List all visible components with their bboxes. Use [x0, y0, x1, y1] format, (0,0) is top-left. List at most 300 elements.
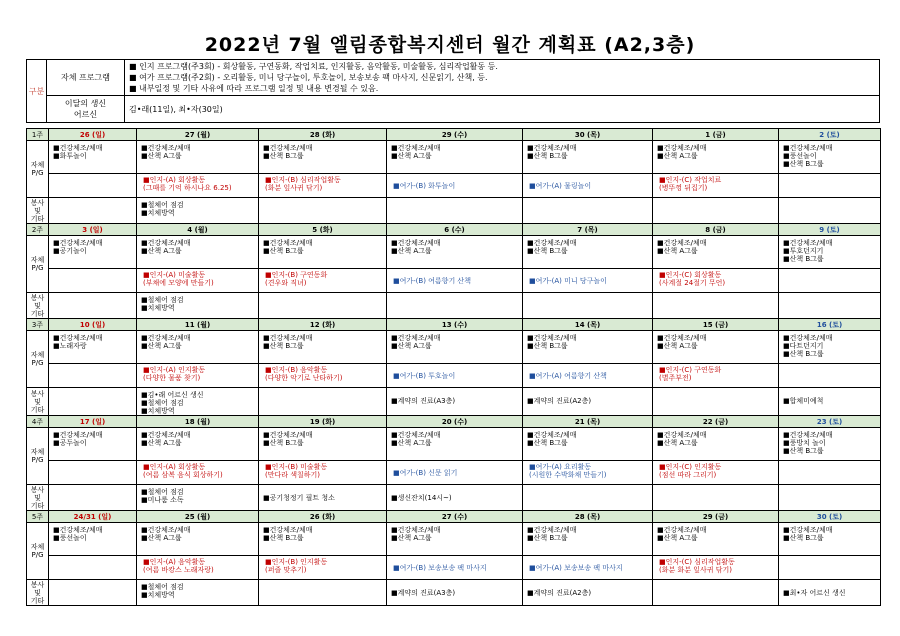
activity-cell: [137, 174, 259, 198]
other-row-label: 봉사 및 기타: [27, 198, 49, 224]
program-cell: [653, 141, 779, 174]
program-row-label: 자체 P/G: [27, 523, 49, 580]
activity-cell: [259, 174, 387, 198]
day-header: 2 (토): [779, 129, 881, 141]
program-item: ■산책 B그룹: [527, 152, 568, 160]
day-header: 20 (수): [387, 416, 523, 428]
activity-item: ■인지-(B) 구연동화: [265, 271, 328, 279]
program-cell: [137, 331, 259, 364]
program-item: ■산책 B그룹: [527, 534, 568, 542]
activity-item: ■여가-(A) 여름향기 산책: [529, 372, 607, 380]
activity-item: ■인지-(C) 회상활동: [659, 271, 722, 279]
program-item: ■산책 A그룹: [657, 534, 698, 542]
activity-cell: [779, 174, 881, 198]
program-item: ■산책 A그룹: [141, 247, 182, 255]
program-item: ■산책 A그룹: [141, 534, 182, 542]
activity-item: ■여가-(A) 보송보송 팩 마사지: [529, 564, 623, 572]
other-cell: [523, 580, 653, 606]
other-cell: [523, 293, 653, 319]
program-item: ■건강체조/체매: [391, 431, 441, 439]
activity-cell: [259, 461, 387, 485]
program-item: ■건강체조/체매: [53, 431, 103, 439]
activity-cell: [653, 364, 779, 388]
activity-cell: [779, 269, 881, 293]
other-cell: [779, 580, 881, 606]
activity-cell: [387, 556, 523, 580]
day-header: 25 (월): [137, 511, 259, 523]
day-header: 7 (목): [523, 224, 653, 236]
other-cell: [49, 580, 137, 606]
program-item: ■산책 A그룹: [657, 439, 698, 447]
activity-item: (여름 바캉스 노래자랑): [143, 566, 214, 574]
other-cell: [259, 485, 387, 511]
activity-cell: [49, 269, 137, 293]
day-header: 3 (일): [49, 224, 137, 236]
program-line-cognitive: ■ 인지 프로그램(주3회) - 회상활동, 구연동화, 작업치료, 인지활동, 음악활동, 미술활동, 심리작업활동 등.: [129, 62, 498, 71]
other-cell: [387, 485, 523, 511]
week-header-row: [27, 319, 881, 331]
program-cell: [779, 236, 881, 269]
program-cell: [523, 428, 653, 461]
other-cell: [779, 485, 881, 511]
program-cell: [259, 236, 387, 269]
program-item: ■공기놀이: [53, 247, 87, 255]
activity-item: ■인지-(B) 미술활동: [265, 463, 328, 471]
activity-item: ■여가-(A) 요리활동: [529, 463, 592, 471]
program-item: ■건강체조/체매: [263, 144, 313, 152]
program-cell: [779, 428, 881, 461]
other-item: ■치체방역: [141, 209, 175, 217]
program-item: ■산책 B그룹: [263, 534, 304, 542]
other-cell: [387, 388, 523, 416]
program-item: ■건강체조/체매: [263, 526, 313, 534]
activity-cell: [523, 269, 653, 293]
activity-item: ■인지-(B) 음악활동: [265, 366, 328, 374]
other-cell: [523, 388, 653, 416]
program-item: ■건강체조/체매: [657, 144, 707, 152]
other-item: ■생신잔치(14시~): [391, 494, 452, 502]
program-cell: [387, 236, 523, 269]
program-cell: [137, 428, 259, 461]
activity-cell: [523, 461, 653, 485]
activity-cell: [523, 556, 653, 580]
program-item: ■건강체조/체매: [783, 144, 833, 152]
program-item: ■건강체조/체매: [141, 431, 191, 439]
activity-item: ■인지-(A) 인지활동: [143, 366, 206, 374]
other-cell: [49, 388, 137, 416]
birthday-value: 김•래(11일), 최•자(30일): [125, 96, 880, 123]
other-cell: [653, 198, 779, 224]
week-header-row: [27, 416, 881, 428]
other-cell: [779, 293, 881, 319]
other-cell: [137, 198, 259, 224]
day-header: 18 (월): [137, 416, 259, 428]
activity-cell: [779, 556, 881, 580]
program-item: ■산책 A그룹: [391, 152, 432, 160]
day-header: 19 (화): [259, 416, 387, 428]
program-cell: [653, 428, 779, 461]
program-item: ■산책 B그룹: [263, 439, 304, 447]
day-header: 6 (수): [387, 224, 523, 236]
program-row-label: 자체 P/G: [27, 236, 49, 293]
activity-cell: [779, 461, 881, 485]
program-cell: [779, 141, 881, 174]
program-cell: [387, 141, 523, 174]
other-item: ■공기청정기 필트 청소: [263, 494, 335, 502]
program-item: ■건강체조/체매: [657, 334, 707, 342]
program-item: ■노래자랑: [53, 342, 87, 350]
week-label: 5주: [27, 511, 49, 523]
page-title: 2022년 7월 엘림종합복지센터 월간 계획표 (A2,3층): [204, 34, 696, 56]
day-header: 23 (토): [779, 416, 881, 428]
activity-item: ■인지-(A) 미술활동: [143, 271, 206, 279]
program-item: ■산책 B그룹: [783, 255, 824, 263]
program-cell: [49, 141, 137, 174]
activity-cell: [49, 174, 137, 198]
activity-cell: [387, 461, 523, 485]
activity-item: ■여가-(A) 미니 당구놀이: [529, 277, 607, 285]
day-header: 29 (수): [387, 129, 523, 141]
program-item: ■건강체조/체매: [527, 334, 577, 342]
program-item: ■건강체조/체매: [657, 239, 707, 247]
program-item: ■산책 A그룹: [141, 152, 182, 160]
program-item: ■건강체조/체매: [141, 144, 191, 152]
program-cell: [523, 523, 653, 556]
day-header: 14 (목): [523, 319, 653, 331]
activity-item: ■여가-(B) 보송보송 팩 마사지: [393, 564, 487, 572]
program-item: ■풍선놀이: [783, 152, 817, 160]
program-description: [125, 60, 880, 96]
activity-item: ■인지-(B) 인지활동: [265, 558, 328, 566]
program-item: ■건강체조/체매: [53, 144, 103, 152]
program-item: ■건강체조/체매: [141, 334, 191, 342]
day-header: 28 (화): [259, 129, 387, 141]
other-item: ■김•래 어르신 생신: [141, 391, 204, 399]
other-item: ■철체어 점검: [141, 488, 184, 496]
program-item: ■건강체조/체매: [527, 431, 577, 439]
other-cell: [137, 293, 259, 319]
other-cell: [259, 293, 387, 319]
program-item: ■산책 B그룹: [263, 342, 304, 350]
program-item: ■산책 A그룹: [391, 439, 432, 447]
activity-cell: [49, 556, 137, 580]
activity-cell: [49, 364, 137, 388]
day-header: 22 (금): [653, 416, 779, 428]
program-item: ■건강체조/체매: [783, 431, 833, 439]
program-row-label: 자체 P/G: [27, 331, 49, 388]
other-cell: [49, 198, 137, 224]
day-header: 30 (목): [523, 129, 653, 141]
day-header: 30 (토): [779, 511, 881, 523]
other-item: ■철체어 점검: [141, 399, 184, 407]
other-cell: [779, 388, 881, 416]
other-cell: [49, 485, 137, 511]
program-item: ■산책 B그룹: [783, 447, 824, 455]
other-item: ■계약의 진료(A3층): [391, 397, 456, 405]
activity-item: ■인지-(A) 음악활동: [143, 558, 206, 566]
program-cell: [387, 428, 523, 461]
day-header: 27 (수): [387, 511, 523, 523]
program-cell: [653, 236, 779, 269]
day-header: 5 (화): [259, 224, 387, 236]
program-item: ■건강체조/체매: [527, 239, 577, 247]
other-cell: [387, 580, 523, 606]
program-line-notice: ■ 내부일정 및 기타 사유에 따라 프로그램 일정 및 내용 변경될 수 있음.: [129, 84, 379, 93]
other-item: ■치체방역: [141, 407, 175, 415]
other-item: ■최•자 어르신 생신: [783, 589, 846, 597]
program-item: ■건강체조/체매: [263, 431, 313, 439]
program-cell: [779, 523, 881, 556]
activity-item: (화분 잎사귀 닦기): [265, 184, 323, 192]
other-cell: [387, 293, 523, 319]
other-item: ■철체어 점검: [141, 296, 184, 304]
other-item: ■미나룸 소독: [141, 496, 184, 504]
other-cell: [653, 485, 779, 511]
activity-cell: [387, 174, 523, 198]
day-header: 26 (화): [259, 511, 387, 523]
program-item: ■산책 B그룹: [263, 152, 304, 160]
calendar-table: [26, 128, 881, 606]
activity-item: (다양한 악기로 난타하기): [265, 374, 343, 382]
program-cell: [259, 141, 387, 174]
other-row-label: 봉사 및 기타: [27, 293, 49, 319]
day-header: 21 (목): [523, 416, 653, 428]
activity-item: (화분 화분 잎사귀 닦기): [659, 566, 732, 574]
program-item: ■건강체조/체매: [527, 526, 577, 534]
other-cell: [137, 580, 259, 606]
activity-item: ■여가-(B) 화투놀이: [393, 182, 456, 190]
program-cell: [523, 236, 653, 269]
other-item: ■철체어 점검: [141, 201, 184, 209]
program-item: ■건강체조/체매: [783, 526, 833, 534]
other-cell: [523, 198, 653, 224]
activity-cell: [779, 364, 881, 388]
day-header: 27 (월): [137, 129, 259, 141]
day-header: 28 (목): [523, 511, 653, 523]
week-label: 2주: [27, 224, 49, 236]
program-item: ■투호던지기: [783, 247, 824, 255]
activity-item: (병뚜껑 뒤집기): [659, 184, 708, 192]
program-item: ■산책 A그룹: [391, 247, 432, 255]
other-item: ■치체방역: [141, 304, 175, 312]
program-item: ■건강체조/체매: [263, 334, 313, 342]
activity-item: ■인지-(A) 회상활동: [143, 176, 206, 184]
activity-cell: [523, 364, 653, 388]
other-item: ■계약의 진료(A2층): [527, 589, 592, 597]
program-item: ■산책 B그룹: [527, 342, 568, 350]
activity-cell: [259, 364, 387, 388]
day-header: 13 (수): [387, 319, 523, 331]
program-item: ■산책 A그룹: [657, 342, 698, 350]
program-item: ■다트던지기: [783, 342, 824, 350]
day-header: 9 (토): [779, 224, 881, 236]
program-cell: [387, 331, 523, 364]
program-item: ■건강체조/체매: [657, 431, 707, 439]
activity-item: ■여가-(B) 신문 읽기: [393, 469, 458, 477]
activity-item: ■여가-(B) 여름향기 산책: [393, 277, 471, 285]
activity-item: ■인지-(B) 심리작업활동: [265, 176, 341, 184]
program-cell: [779, 331, 881, 364]
program-item: ■산책 A그룹: [141, 439, 182, 447]
other-row-label: 봉사 및 기타: [27, 580, 49, 606]
other-item: ■계약의 진료(A2층): [527, 397, 592, 405]
other-cell: [387, 198, 523, 224]
activity-cell: [387, 269, 523, 293]
program-item: ■산책 A그룹: [391, 342, 432, 350]
activity-cell: [653, 174, 779, 198]
program-item: ■산책 A그룹: [657, 247, 698, 255]
activity-item: ■인지-(C) 인지활동: [659, 463, 722, 471]
other-row-label: 봉사 및 기타: [27, 388, 49, 416]
program-line-leisure: ■ 여가 프로그램(주2회) - 오리활동, 미니 당구놀이, 투호놀이, 보송보송 팩 마사지, 신문읽기, 산책, 등.: [129, 73, 488, 82]
activity-cell: [653, 556, 779, 580]
other-cell: [259, 388, 387, 416]
week-header-row: [27, 129, 881, 141]
other-cell: [49, 293, 137, 319]
activity-item: ■인지-(A) 회상활동: [143, 463, 206, 471]
activity-item: (다양한 물품 찾기): [143, 374, 201, 382]
gubun-label: 구분: [27, 60, 47, 123]
program-item: ■산책 B그룹: [783, 534, 824, 542]
day-header: 11 (월): [137, 319, 259, 331]
activity-item: ■인지-(C) 심리작업활동: [659, 558, 735, 566]
program-cell: [49, 523, 137, 556]
activity-cell: [259, 269, 387, 293]
activity-item: (여름 삼복 음식 회상하기): [143, 471, 223, 479]
activity-cell: [387, 364, 523, 388]
program-item: ■산책 A그룹: [391, 534, 432, 542]
activity-item: ■여가-(B) 투호놀이: [393, 372, 456, 380]
activity-cell: [523, 174, 653, 198]
info-table: [26, 59, 880, 123]
program-item: ■건강체조/체매: [391, 526, 441, 534]
program-cell: [259, 523, 387, 556]
program-item: ■산책 A그룹: [657, 152, 698, 160]
other-cell: [137, 388, 259, 416]
program-item: ■건강체조/체매: [53, 334, 103, 342]
program-item: ■건강체조/체매: [527, 144, 577, 152]
program-item: ■건강체조/체매: [141, 526, 191, 534]
other-cell: [523, 485, 653, 511]
day-header: 12 (화): [259, 319, 387, 331]
program-item: ■화투놀이: [53, 152, 87, 160]
activity-cell: [137, 461, 259, 485]
day-header: 4 (월): [137, 224, 259, 236]
activity-item: (시원한 수박화채 만들기): [529, 471, 607, 479]
program-cell: [137, 141, 259, 174]
program-cell: [653, 523, 779, 556]
day-header: 29 (금): [653, 511, 779, 523]
program-item: ■건강체조/체매: [263, 239, 313, 247]
activity-cell: [653, 461, 779, 485]
program-item: ■건강체조/체매: [53, 526, 103, 534]
program-cell: [137, 236, 259, 269]
day-header: 1 (금): [653, 129, 779, 141]
activity-cell: [259, 556, 387, 580]
activity-cell: [49, 461, 137, 485]
program-cell: [523, 141, 653, 174]
other-cell: [137, 485, 259, 511]
day-header: 26 (일): [49, 129, 137, 141]
activity-cell: [137, 364, 259, 388]
program-item: ■건강체조/체매: [141, 239, 191, 247]
program-item: ■건강체조/체매: [53, 239, 103, 247]
day-header: 10 (일): [49, 319, 137, 331]
program-row-label: 자체 P/G: [27, 141, 49, 198]
activity-item: (점선 따라 그리기): [659, 471, 717, 479]
activity-item: (견우와 직녀): [265, 279, 307, 287]
activity-item: (퍼즐 맞추기): [265, 566, 307, 574]
program-item: ■건강체조/체매: [391, 239, 441, 247]
other-item: ■치체방역: [141, 591, 175, 599]
activity-cell: [137, 269, 259, 293]
program-item: ■산책 A그룹: [141, 342, 182, 350]
activity-cell: [137, 556, 259, 580]
other-cell: [259, 198, 387, 224]
other-cell: [653, 388, 779, 416]
program-item: ■건강체조/체매: [783, 239, 833, 247]
program-cell: [523, 331, 653, 364]
activity-item: (사계절 24절기 무언): [659, 279, 726, 287]
day-header: 24/31 (일): [49, 511, 137, 523]
program-item: ■건강체조/체매: [391, 144, 441, 152]
activity-item: ■인지-(C) 구연동화: [659, 366, 722, 374]
program-item: ■산책 B그룹: [783, 160, 824, 168]
other-cell: [259, 580, 387, 606]
program-cell: [387, 523, 523, 556]
other-item: ■철체어 점검: [141, 583, 184, 591]
activity-item: (부채에 모양에 만들기): [143, 279, 214, 287]
birthday-label: 이달의 생신 어르신: [47, 96, 125, 123]
week-label: 4주: [27, 416, 49, 428]
program-cell: [259, 331, 387, 364]
program-cell: [259, 428, 387, 461]
program-cell: [137, 523, 259, 556]
activity-item: ■여가-(A) 물링놀이: [529, 182, 592, 190]
other-cell: [653, 580, 779, 606]
program-item: ■산책 B그룹: [527, 247, 568, 255]
other-cell: [779, 198, 881, 224]
week-header-row: [27, 224, 881, 236]
other-cell: [653, 293, 779, 319]
day-header: 16 (토): [779, 319, 881, 331]
activity-item: (별주부전): [659, 374, 692, 382]
activity-item: (그때를 기억 하시나요 6.25): [143, 184, 232, 192]
day-header: 15 (금): [653, 319, 779, 331]
week-label: 1주: [27, 129, 49, 141]
program-item: ■풍선놀이: [53, 534, 87, 542]
other-item: ■계약의 진료(A3층): [391, 589, 456, 597]
program-cell: [49, 428, 137, 461]
program-item: ■풍방치 놀이: [783, 439, 826, 447]
day-header: 8 (금): [653, 224, 779, 236]
day-header: 17 (일): [49, 416, 137, 428]
program-item: ■건강체조/체매: [391, 334, 441, 342]
program-cell: [49, 331, 137, 364]
program-label: 자체 프로그램: [47, 60, 125, 96]
program-item: ■산책 B그룹: [783, 350, 824, 358]
activity-cell: [653, 269, 779, 293]
other-item: ■합체미예척: [783, 397, 824, 405]
week-header-row: [27, 511, 881, 523]
program-item: ■공두놀이: [53, 439, 87, 447]
program-item: ■산책 B그룹: [527, 439, 568, 447]
program-row-label: 자체 P/G: [27, 428, 49, 485]
program-item: ■건강체조/체매: [657, 526, 707, 534]
program-item: ■건강체조/체매: [783, 334, 833, 342]
week-label: 3주: [27, 319, 49, 331]
program-cell: [49, 236, 137, 269]
